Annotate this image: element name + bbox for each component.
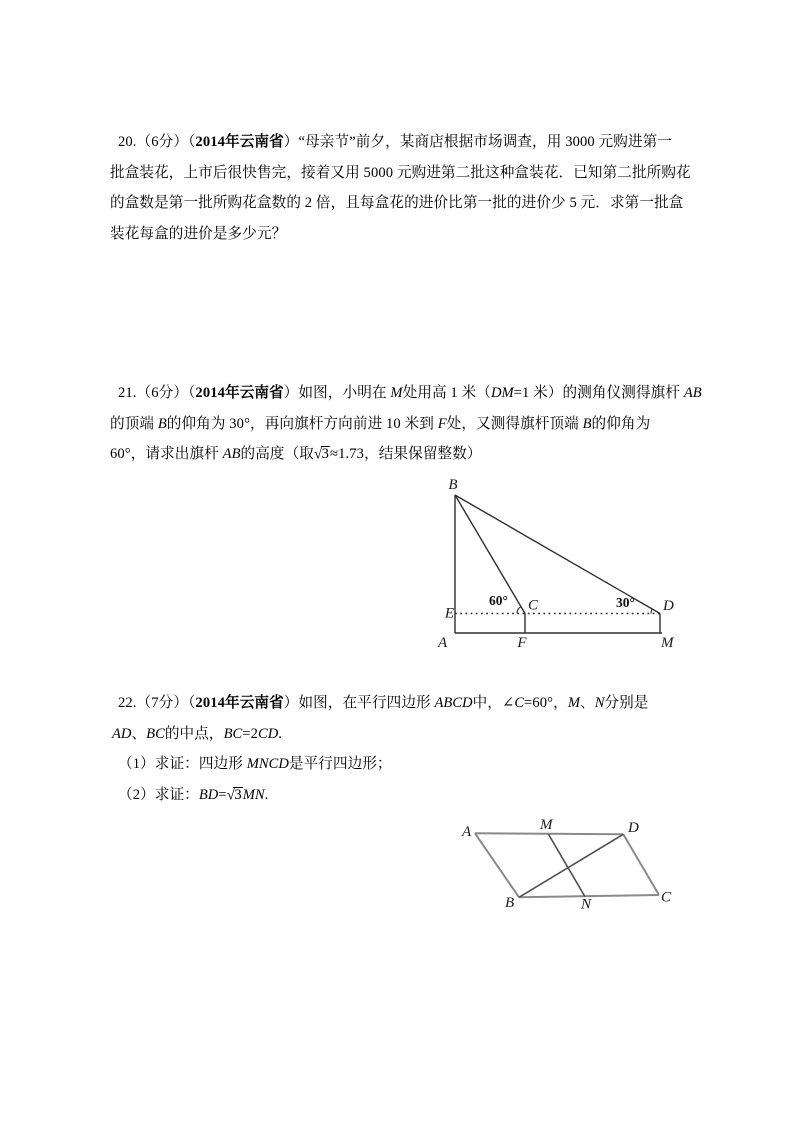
text-segment: MN <box>242 786 265 803</box>
text-segment: ）如图，小明在 <box>283 385 391 401</box>
text-segment: 是平行四边形； <box>288 756 392 773</box>
label-point-A: A <box>438 635 448 651</box>
text-segment: （1）求证：四边形 <box>118 756 247 773</box>
text-segment: =1 米）的测角仪测得旗杆 <box>513 385 684 401</box>
text-segment: BC <box>146 725 165 742</box>
radicand: 3 <box>321 446 330 463</box>
text-segment: = <box>218 786 227 803</box>
text-segment: 22.（7分）（ <box>118 695 196 711</box>
text-segment: M <box>567 695 580 711</box>
text-segment: . <box>278 725 283 742</box>
text-segment: 、 <box>579 695 595 711</box>
angle-arc-at-D <box>651 609 652 614</box>
text-line <box>110 719 710 750</box>
text-segment: =2 <box>242 725 258 742</box>
text-segment: （2）求证： <box>118 786 199 803</box>
text-segment: 分别是 <box>604 695 649 711</box>
text-segment: DM <box>490 385 514 401</box>
label-point-D: D <box>628 820 639 836</box>
text-segment: 20.（6分）（ <box>118 134 196 150</box>
text-segment: 批盒装花，上市后很快售完，接着又用 5000 元购进第二批这种盒装花．已知第二批所购花 <box>110 164 691 181</box>
text-segment: BC <box>223 725 243 742</box>
label-point-C: C <box>661 889 672 906</box>
text-segment: . <box>264 786 269 803</box>
label-point-N: N <box>581 896 592 913</box>
text-segment: 的中点， <box>164 725 224 742</box>
text-segment: ）“母亲节”前夕，某商店根据市场调查，用 3000 元购进第一 <box>283 134 672 150</box>
figure-problem-21-elevation-diagram <box>430 468 690 658</box>
text-segment: ）如图，在平行四边形 <box>283 695 435 711</box>
label-point-B: B <box>505 895 515 911</box>
text-line <box>110 688 710 719</box>
text-line <box>110 188 710 219</box>
label-point-A: A <box>462 824 472 840</box>
text-segment: C <box>514 695 525 711</box>
label-angle-30: 30° <box>616 595 635 610</box>
label-point-M: M <box>540 817 553 833</box>
sqrt-expression <box>227 780 243 811</box>
problem-20 <box>110 127 710 249</box>
text-line <box>110 439 710 470</box>
radical-sign: √ <box>226 787 235 804</box>
text-segment: M <box>390 385 403 401</box>
text-segment: 2014年云南省 <box>195 134 284 150</box>
text-segment: 装花每盒的进价是多少元？ <box>110 225 287 242</box>
text-segment: ABCD <box>434 695 473 711</box>
text-segment: 21.（6分）（ <box>118 385 196 401</box>
text-line <box>110 409 710 440</box>
text-segment: B <box>157 415 167 432</box>
text-segment: AD <box>112 725 132 742</box>
angle-arc-at-C <box>517 607 521 614</box>
text-segment: 的盒数是第一批所购花盒数的 2 倍，且每盒花的进价比第一批的进价少 5 元．求第一批盒 <box>110 195 684 212</box>
text-segment: AB <box>222 446 241 463</box>
diagonal-BD <box>519 834 623 897</box>
text-segment: F <box>437 415 447 432</box>
sqrt-expression <box>314 439 330 470</box>
text-segment: 处用高 1 米（ <box>402 385 491 401</box>
label-angle-60: 60° <box>489 593 508 608</box>
text-segment: BD <box>198 786 219 803</box>
text-line <box>110 378 710 409</box>
text-segment: AB <box>683 385 702 401</box>
text-segment: 的顶端 <box>110 415 158 432</box>
text-line <box>110 158 710 189</box>
text-segment: 60°，请求出旗杆 <box>110 446 223 463</box>
text-segment: 的高度（取 <box>240 446 314 463</box>
text-segment: =60°， <box>524 695 568 711</box>
edge-DC <box>623 834 659 895</box>
text-segment: 2014年云南省 <box>195 385 284 401</box>
label-point-F: F <box>517 635 527 651</box>
text-segment: N <box>594 695 605 711</box>
text-line <box>110 219 710 250</box>
label-point-E: E <box>444 605 454 622</box>
radical-sign: √ <box>313 446 323 463</box>
problem-21 <box>110 378 710 470</box>
label-point-D: D <box>663 598 674 614</box>
segment-MN <box>548 834 585 897</box>
text-segment: MNCD <box>246 756 289 773</box>
text-segment: 2014年云南省 <box>195 695 284 711</box>
text-segment: 的仰角为 30°，再向旗杆方向前进 10 米到 <box>166 415 438 432</box>
radicand: 3 <box>234 786 242 803</box>
label-point-B: B <box>448 477 458 493</box>
text-segment: 、 <box>131 725 147 742</box>
text-segment: 处，又测得旗杆顶端 <box>446 415 583 432</box>
figure-problem-22-parallelogram-diagram <box>455 813 690 918</box>
text-line <box>110 780 710 811</box>
text-segment: 中，∠ <box>472 695 515 711</box>
label-point-C: C <box>528 597 539 614</box>
text-segment: CD <box>258 725 279 742</box>
edge-BA <box>475 833 519 897</box>
text-segment: 的仰角为 <box>591 415 651 432</box>
text-segment: B <box>582 415 592 432</box>
text-line <box>110 127 710 158</box>
text-line <box>110 749 710 780</box>
text-segment: ≈1.73，结果保留整数） <box>330 446 482 463</box>
label-point-M: M <box>661 635 674 651</box>
problem-22 <box>110 688 710 810</box>
